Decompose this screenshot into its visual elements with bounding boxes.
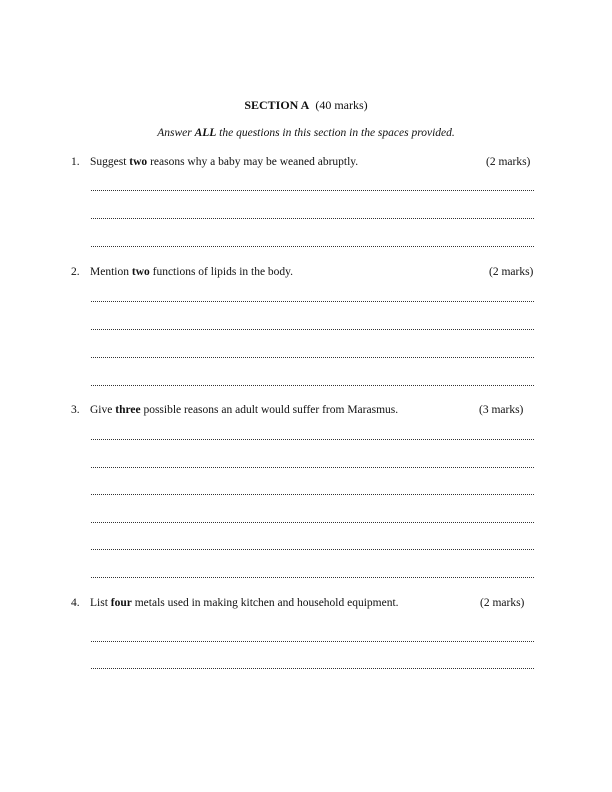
question-marks: (2 marks) [480,597,525,609]
answer-line[interactable] [91,467,534,468]
answer-line[interactable] [91,641,534,642]
section-title [0,98,612,113]
section-heading: SECTION A [244,98,310,112]
question-marks: (2 marks) [489,266,534,278]
question-number: 4. [71,597,80,609]
section-instruction: Answer ALL the questions in this section in the spaces provided. [157,127,455,139]
answer-line[interactable] [91,301,534,302]
answer-line[interactable] [91,668,534,669]
answer-line[interactable] [91,329,534,330]
answer-line[interactable] [91,190,534,191]
answer-line[interactable] [91,385,534,386]
answer-line[interactable] [91,549,534,550]
answer-line[interactable] [91,218,534,219]
section-total-marks: (40 marks) [315,98,368,112]
question-text: Give three possible reasons an adult would suffer from Marasmus. [90,404,399,416]
question-number: 1. [71,156,80,168]
question-number: 2. [71,266,80,278]
question-marks: (3 marks) [479,404,524,416]
answer-line[interactable] [91,522,534,523]
answer-line[interactable] [91,494,534,495]
question-text: Mention two functions of lipids in the body. [90,266,294,278]
question-marks: (2 marks) [486,156,531,168]
answer-line[interactable] [91,357,534,358]
answer-line[interactable] [91,439,534,440]
question-text: List four metals used in making kitchen and household equipment. [90,597,399,609]
question-number: 3. [71,404,80,416]
question-text: Suggest two reasons why a baby may be weaned abruptly. [90,156,359,168]
answer-line[interactable] [91,577,534,578]
answer-line[interactable] [91,246,534,247]
